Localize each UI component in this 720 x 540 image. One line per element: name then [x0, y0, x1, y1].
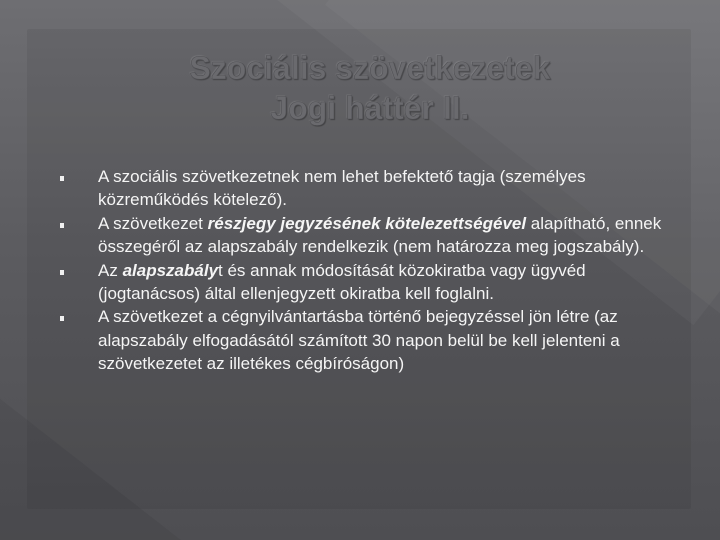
bullet-item	[60, 212, 690, 259]
bullet-marker-icon	[60, 270, 64, 275]
bullet-marker-icon	[60, 316, 64, 321]
bullet-marker-icon	[60, 176, 64, 181]
bullet-emphasis: alapszabály	[122, 260, 219, 280]
slide-title	[110, 48, 630, 128]
bullet-emphasis: részjegy jegyzésének kötelezettségével	[207, 213, 527, 233]
bullet-text: A szövetkezet a cégnyilvántartásba történő bejegyzéssel jön létre (az alapszabály elfogadásától számított 30 napon belül be kell jelenteni a szövetkezetet az illetékes cégbíróságon)	[98, 307, 620, 374]
bullet-item	[60, 259, 690, 306]
bullet-text: alapítható, ennek összegéről az alapszabály rendelkezik (nem határozza meg jogszabály).	[98, 213, 662, 257]
bullet-list	[60, 165, 690, 376]
bullet-text: t és annak módosítását közokiratba vagy ügyvéd (jogtanácsos) által ellenjegyzett okiratba kell foglalni.	[98, 260, 586, 304]
bullet-item	[60, 165, 690, 212]
bullet-text: A szövetkezet	[98, 213, 208, 233]
title-line-1: Szociális szövetkezetek	[189, 50, 551, 86]
bullet-marker-icon	[60, 223, 64, 228]
bullet-text: Az	[98, 260, 123, 280]
bullet-item	[60, 305, 690, 375]
title-line-2: Jogi háttér II.	[270, 90, 470, 126]
bullet-text: A szociális szövetkezetnek nem lehet befektető tagja (személyes közreműködés kötelező).	[98, 167, 586, 210]
